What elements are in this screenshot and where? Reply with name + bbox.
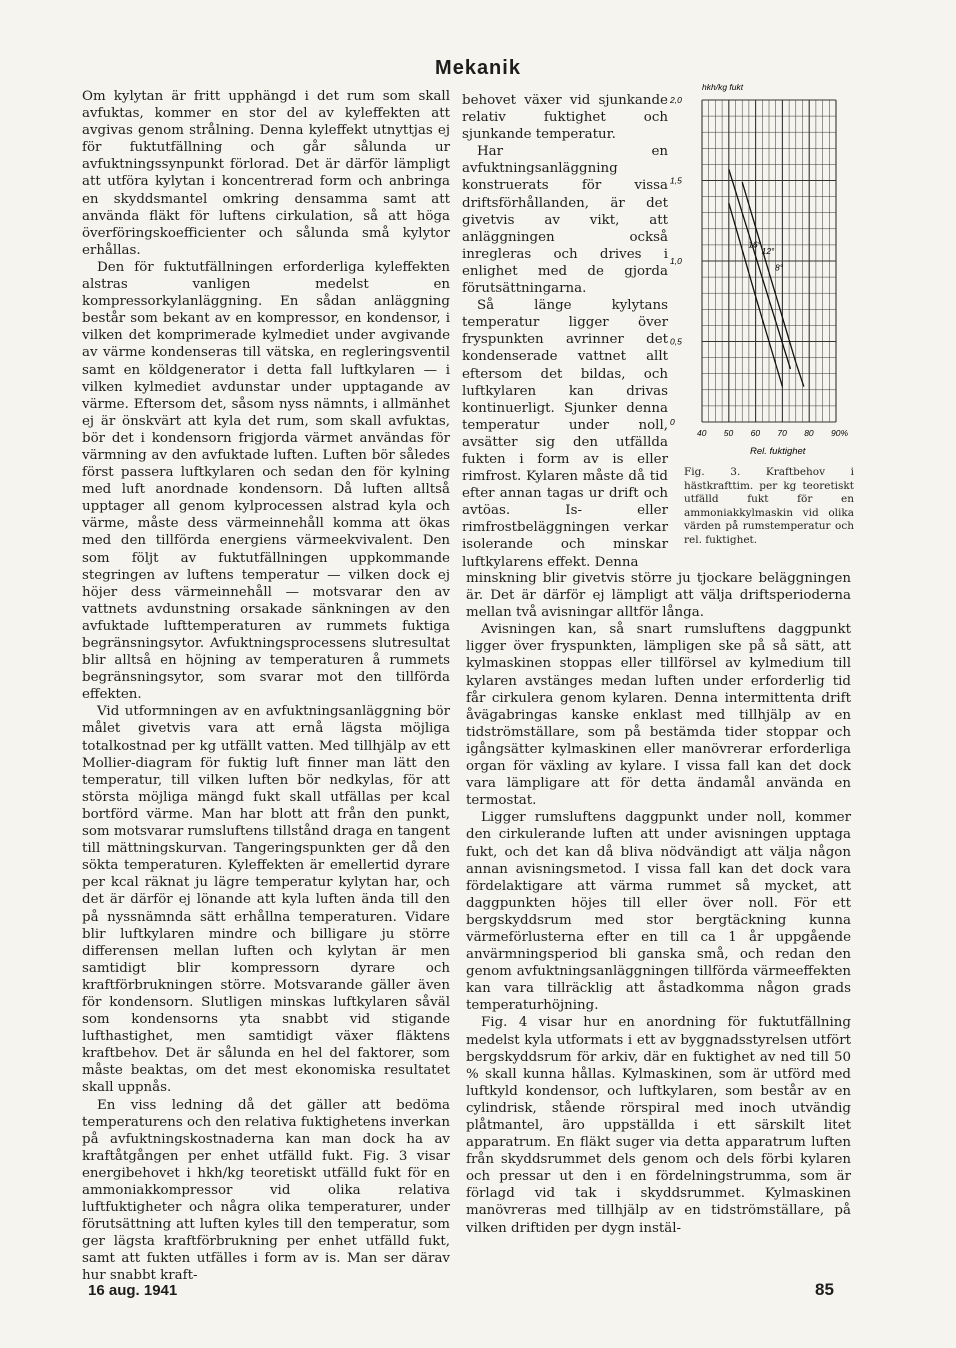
x-axis-label: Rel. fuktighet [750, 446, 806, 457]
paragraph: Vid utformningen av en avfuktningsanläggning bör målet givetvis vara att ernå lägsta möjliga totalkostnad per kg utfällt vatten. Med tillhjälp av ett Mollier-diagram för fuktig luft finner man lätt den temperatur, till vilken luften bör nedkylas, för att största möjliga mängd fukt skall utfällas per kcal bortförd värme. Man har blott att från den punkt, som motsvarar rumsluftens tillstånd draga en tangent till mättningskurvan. Tangeringspunkten ger då den sökta temperaturen. Kyleffekten är emellertid dyrare per kcal räknat ju lägre temperatur kylytan har, och det är därför ej lönande att kyla luften ända till den på nyssnämnda sätt erhållna temperaturen. Vidare blir luftkylaren mindre och billigare ju större differensen mellan luften och kylytan är men samtidigt blir kompressorn dyrare och kraftförbrukningen större. Motsvarande gäller även för kondensorn. Slutligen minskas luftkylaren såväl som kondensorns yta snabbt vid stigande lufthastighet, men samtidigt växer fläktens kraftbehov. Det är sålunda en hel del faktorer, som måste beaktas, om det mest ekonomiska resultatet skall uppnås. [82, 704, 450, 1096]
right-column-bottom [466, 570, 851, 1237]
x-tick-label: 70 [777, 428, 787, 438]
paragraph: Har en avfuktningsanläggning konstruerats för vissa driftsförhållanden, är det givetvis av vikt, att anläggningen också inregleras och drives i enlighet med de gjorda förutsättningarna. [462, 144, 668, 297]
paragraph: Om kylytan är fritt upphängd i det rum som skall avfuktas, kommer en stor del av kyleffekten att avgivas genom strålning. Denna kyleffekt utnyttjas ej för fuktutfällning och går sålunda ur avfuktningssynpunkt förlorad. Det är därför lämpligt att utföra kylytan i koncentrerad form och anbringa en skyddsmantel omkring densamma samt att använda fläkt för luftens cirkulation, så att höga överföringskoefficienter och sålunda små kylytor erhållas. [82, 89, 450, 258]
paragraph: En viss ledning då det gäller att bedöma temperaturens och den relativa fuktighetens inverkan på avfuktningskostnaderna kan man dock ha av kraftåtgången per enhet utfälld fukt. Fig. 3 visar energibehovet i hkh/kg teoretiskt utfälld fukt för en ammoniakkompressor vid olika relativa luftfuktigheter och några olika temperaturer, under förutsättning att luften kyles till den temperatur, som ger lägsta kraftförbrukning per enhet utfälld fukt, samt att fukten utfälles i form av is. Man ser därav hur snabbt kraft- [82, 1097, 450, 1284]
right-column-top [462, 92, 668, 571]
series-label: 12° [761, 246, 775, 257]
section-header: Mekanik [435, 57, 521, 79]
page-number: 85 [815, 1280, 834, 1299]
y-axis-label: hkh/kg fukt [702, 82, 744, 92]
series-label: 16° [748, 239, 762, 250]
paragraph: Ligger rumsluftens daggpunkt under noll, kommer den cirkulerande luften att under avisningen upptaga fukt, och det kan då bliva nödvändigt att välja någon annan avisningsmetod. I vissa fall kan det dock vara fördelaktigare att värma rummet så mycket, att daggpunkten höjes till eller över noll. För ett bergskyddsrum med stor bergtäckning kunna värmeförlusterna efter en till ca 1 år uppgående anvärmningsperiod bli ganska små, och redan den genom avfuktningsanläggningen tillförda värmeeffekten kan vara tillräcklig att åstadkomma någon grads temperaturhöjning. [466, 810, 851, 1014]
paragraph: minskning blir givetvis större ju tjockare beläggningen är. Det är därför ej lämpligt att välja driftsperioderna mellan två avisningar alltför långa. [466, 571, 851, 621]
x-tick-label: 90% [831, 428, 849, 438]
series-label: 8° [775, 262, 784, 273]
footer-date: 16 aug. 1941 [88, 1282, 178, 1299]
paragraph: Avisningen kan, så snart rumsluftens daggpunkt ligger över fryspunkten, lämpligen ske på så sätt, att kylmaskinen stoppas eller tillförsel av kylmedium till kylaren avstänges medan luften under erforderlig tid får cirkulera genom kylaren. Denna intermittenta drift åvägabringas kanske enklast med tillhjälp av en tidströmställare, som på bestämda tider stoppar och igångsätter kylmaskinen eller manövrerar erforderliga organ för växling av kylare. I vissa fall kan det dock vara lämpligare att för detta ändamål använda en termostat. [466, 622, 851, 809]
x-tick-label: 80 [804, 428, 814, 438]
paragraph: behovet växer vid sjunkande relativ fuktighet och sjunkande temperatur. [462, 93, 668, 143]
y-tick-label: 1,5 [670, 175, 682, 186]
chart-grid [702, 100, 836, 422]
y-tick-label: 0 [670, 417, 675, 427]
paragraph: Fig. 4 visar hur en anordning för fuktutfällning medelst kyla utformats i ett av byggnadsstyrelsen utfört bergskyddsrum för arkiv, där en fuktighet av ned till 50 % skall kunna hållas. Kylmaskinen, som är utförd med luftkyld kondensor, och luftkylaren, som består av en cylindrisk, stående rörspiral med inoch utvändig plåtmantel, äro uppställda i ett särskilt litet apparatrum. En fläkt suger via detta apparatrum luften från skyddsrummet dels genom och dels förbi kylaren och pressar ut den i en fördelningstrumma, som är förlagd vid tak i skyddsrummet. Kylmaskinen manövreras med tillhjälp av en tidströmställare, på vilken driftiden per dygn instäl- [466, 1015, 851, 1236]
figure-caption: Fig. 3. Kraftbehov i hästkrafttim. per kg teoretiskt utfälld fukt för en ammoniakkylmaskin vid olika värden på rumstemperatur och rel. fuktighet. [684, 466, 854, 546]
paragraph: Så länge kylytans temperatur ligger över fryspunkten avrinner det kondenserade vattnet allt eftersom det bildas, och luftkylaren kan drivas kontinuerligt. Sjunker denna temperatur under noll, avsätter sig den utfällda fukten i form av is eller rimfrost. Kylaren måste då tid efter annan tagas ur drift och avtöas. Is- eller rimfrostbeläggningen verkar isolerande och minskar luftkylarens effekt. Denna [462, 298, 668, 570]
y-tick-label: 1,0 [670, 256, 682, 266]
x-tick-label: 50 [723, 428, 734, 438]
left-column [82, 88, 450, 1285]
y-tick-label: 0,5 [670, 336, 682, 347]
y-tick-label: 2,0 [670, 95, 682, 105]
chart-svg [668, 78, 858, 468]
paragraph: Den för fuktutfällningen erforderliga kyleffekten alstras vanligen medelst en kompressorkylanläggning. En sådan anläggning består som bekant av en kompressor, en kondensor, i vilken det komprimerade kylmediet under avgivande av värme kondenseras till vätska, en regleringsventil samt en köldgenerator i detta fall luftkylaren — i vilken kylmediet avdunstar under upptagande av värme. Eftersom det, såsom nyss nämnts, i allmänhet ej är önskvärt att kyla det rum, som skall avfuktas, bör det i kondensorn frigjorda värmet användas för värmning av den avfuktade luften. Luften bör således först passera luftkylaren och sedan den för kylning med luft anordnade kondensorn. Då luften alltså upptager all genom kylprocessen alstrad kyla och värme, måste dess värmeinnehåll komma att ökas med den tillförda energiens värmeekvivalent. Den som följt av fuktutfällningen uppkommande stegringen av luftens temperatur — vilken dock ej höjer dess värmeinnehåll — motsvarar den av vattnets avdunstning orsakade sänkningen av den avfuktade lufttemperaturen av rummets fuktiga begränsningsytor. Avfuktningsprocessens slutresultat blir alltså en höjning av temperaturen å rummets begränsningsytor, som svarar mot den tillförda effekten. [82, 259, 450, 703]
x-tick-label: 40 [697, 428, 707, 438]
x-tick-label: 60 [750, 428, 761, 438]
